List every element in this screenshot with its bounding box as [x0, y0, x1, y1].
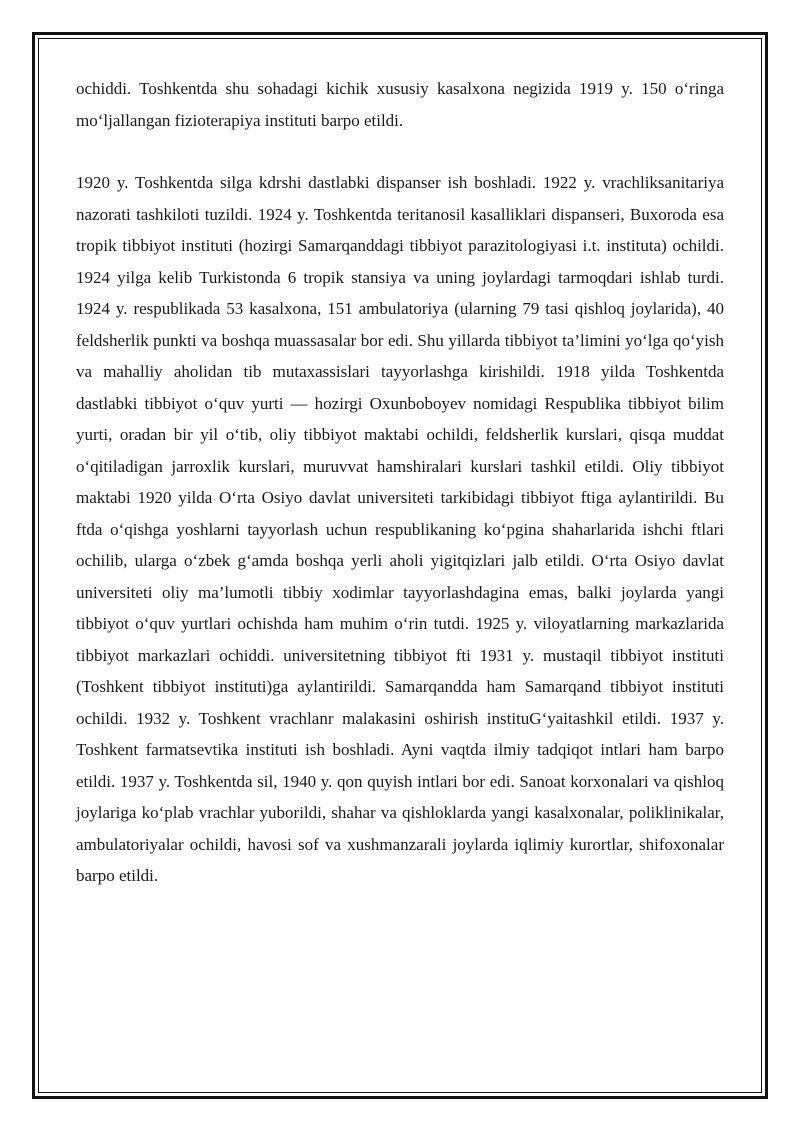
paragraph-2: 1920 y. Toshkentda silga kdrshi dastlabki dispanser ish boshladi. 1922 y. vrachliksanitariya nazorati tashkiloti tuzildi. 1924 y. Toshkentda teritanosil kasalliklari dispanseri, Buxoroda esa tropik tibbiyot instituti (hozirgi Samarqanddagi tibbiyot parazitologiyasi i.t. instituta) ochildi. 1924 yilga kelib Turkistonda 6 tropik stansiya va uning joylardagi tarmoqdari ishlab turdi. 1924 y. respublikada 53 kasalxona, 151 ambulatoriya (ularning 79 tasi qishloq joylarida), 40 feldsherlik punkti va boshqa muassasalar bor edi. Shu yillarda tibbiyot ta’limini yo‘lga qo‘yish va mahalliy aholidan tib mutaxassislari tayyorlashga kirishildi. 1918 yilda Toshkentda dastlabki tibbiyot o‘quv yurti — hozirgi Oxunboboyev nomidagi Respublika tibbiyot bilim yurti, oradan bir yil o‘tib, oliy tibbiyot maktabi ochildi, feldsherlik kurslari, qisqa muddat o‘qitiladigan jarroxlik kurslari, muruvvat hamshiralari kurslari tashkil etildi. Oliy tibbiyot maktabi 1920 yilda O‘rta Osiyo davlat universiteti tarkibidagi tibbiyot ftiga aylantirildi. Bu ftda o‘qishga yoshlarni tayyorlash uchun respublikaning ko‘pgina shaharlarida ishchi ftlari ochilib, ularga o‘zbek g‘amda boshqa yerli aholi yigitqizlari jalb etildi. O‘rta Osiyo davlat universiteti oliy ma’lumotli tibbiy xodimlar tayyorlashdagina emas, balki joylarda yangi tibbiyot o‘quv yurtlari ochishda ham muhim o‘rin tutdi. 1925 y. viloyatlarning markazlarida tibbiyot markazlari ochiddi. universitetning tibbiyot fti 1931 y. mustaqil tibbiyot instituti (Toshkent tibbiyot instituti)ga aylantirildi. Samarqandda ham Samarqand tibbiyot instituti ochildi. 1932 y. Toshkent vrachlanr malakasini oshirish instituG‘yaitashkil etildi. 1937 y. Toshkent farmatsevtika instituti ish boshladi. Ayni vaqtda ilmiy tadqiqot intlari ham barpo etildi. 1937 y. Toshkentda sil, 1940 y. qon quyish intlari bor edi. Sanoat korxonalari va qishloq joylariga ko‘plab vrachlar yuborildi, shahar va qishloklarda yangi kasalxonalar, poliklinikalar, ambulatoriyalar ochildi, havosi sof va xushmanzarali joylarda iqlimiy kurortlar, shifoxonalar barpo etildi.: [76, 173, 724, 885]
paragraph-1: ochiddi. Toshkentda shu sohadagi kichik xususiy kasalxona negizida 1919 y. 150 o‘ringa mo‘ljallangan fizioterapiya instituti barpo etildi.: [76, 79, 724, 130]
page-content: [76, 73, 724, 892]
